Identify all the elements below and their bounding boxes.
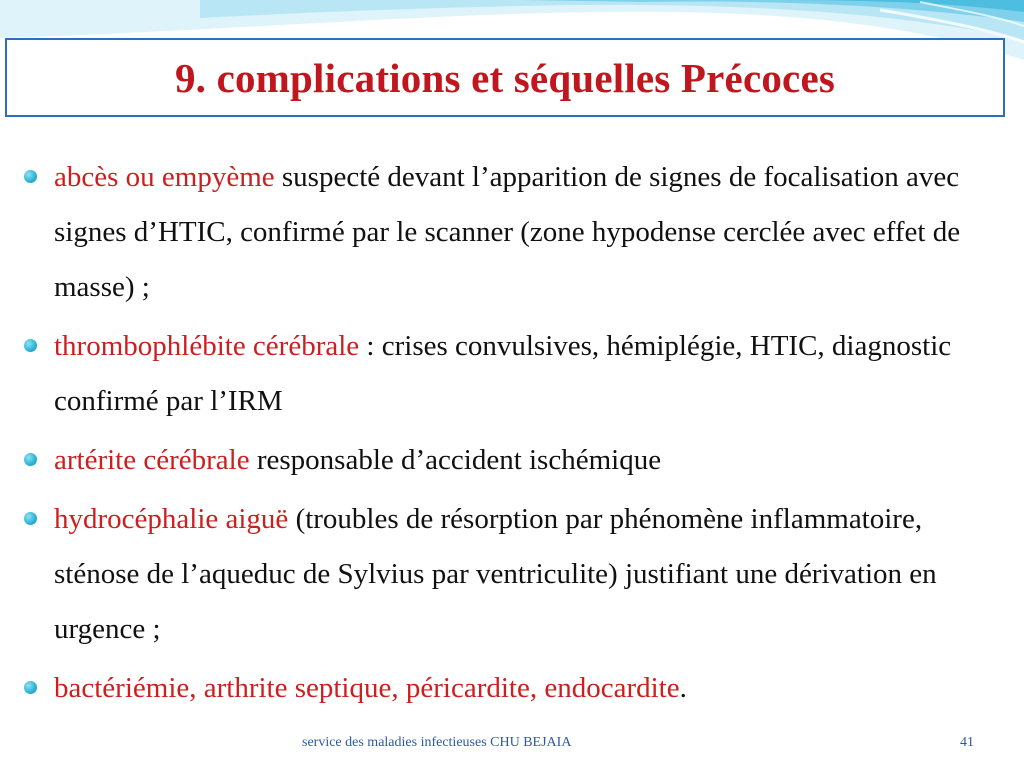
item-text: : crises convulsives, hémiplégie, HTIC, diagnostic confirmé par l’IRM — [54, 330, 952, 417]
footer-text: service des maladies infectieuses CHU BEJAIA — [302, 735, 572, 750]
footer — [0, 735, 1024, 755]
bullet-icon — [24, 681, 37, 694]
slide-title: 9. complications et séquelles Précoces — [174, 54, 836, 101]
item-text: . — [679, 672, 687, 704]
page-number: 41 — [960, 735, 974, 750]
list-item — [22, 492, 997, 657]
title-box — [5, 38, 1005, 117]
bullet-list — [22, 150, 997, 720]
bullet-icon — [24, 339, 37, 352]
item-text: suspecté devant l’apparition de signes de focalisation avec signes d’HTIC, confirmé par le scanner (zone hypodense cerclée avec effet de masse) ; — [54, 161, 961, 303]
item-highlight: abcès ou empyème — [54, 161, 275, 193]
item-highlight: bactériémie, arthrite septique, péricardite, endocardite — [54, 672, 680, 704]
list-item — [22, 319, 997, 429]
item-text: responsable d’accident ischémique — [249, 444, 662, 476]
list-item — [22, 661, 997, 716]
bullet-icon — [24, 453, 37, 466]
bullet-icon — [24, 170, 37, 183]
bullet-icon — [24, 512, 37, 525]
item-highlight: hydrocéphalie aiguë — [54, 503, 289, 535]
item-highlight: thrombophlébite cérébrale — [54, 330, 360, 362]
list-item — [22, 433, 997, 488]
item-text: (troubles de résorption par phénomène inflammatoire, sténose de l’aqueduc de Sylvius par ventriculite) justifiant une dérivation en urgence ; — [54, 503, 937, 645]
item-highlight: artérite cérébrale — [54, 444, 250, 476]
list-item — [22, 150, 997, 315]
